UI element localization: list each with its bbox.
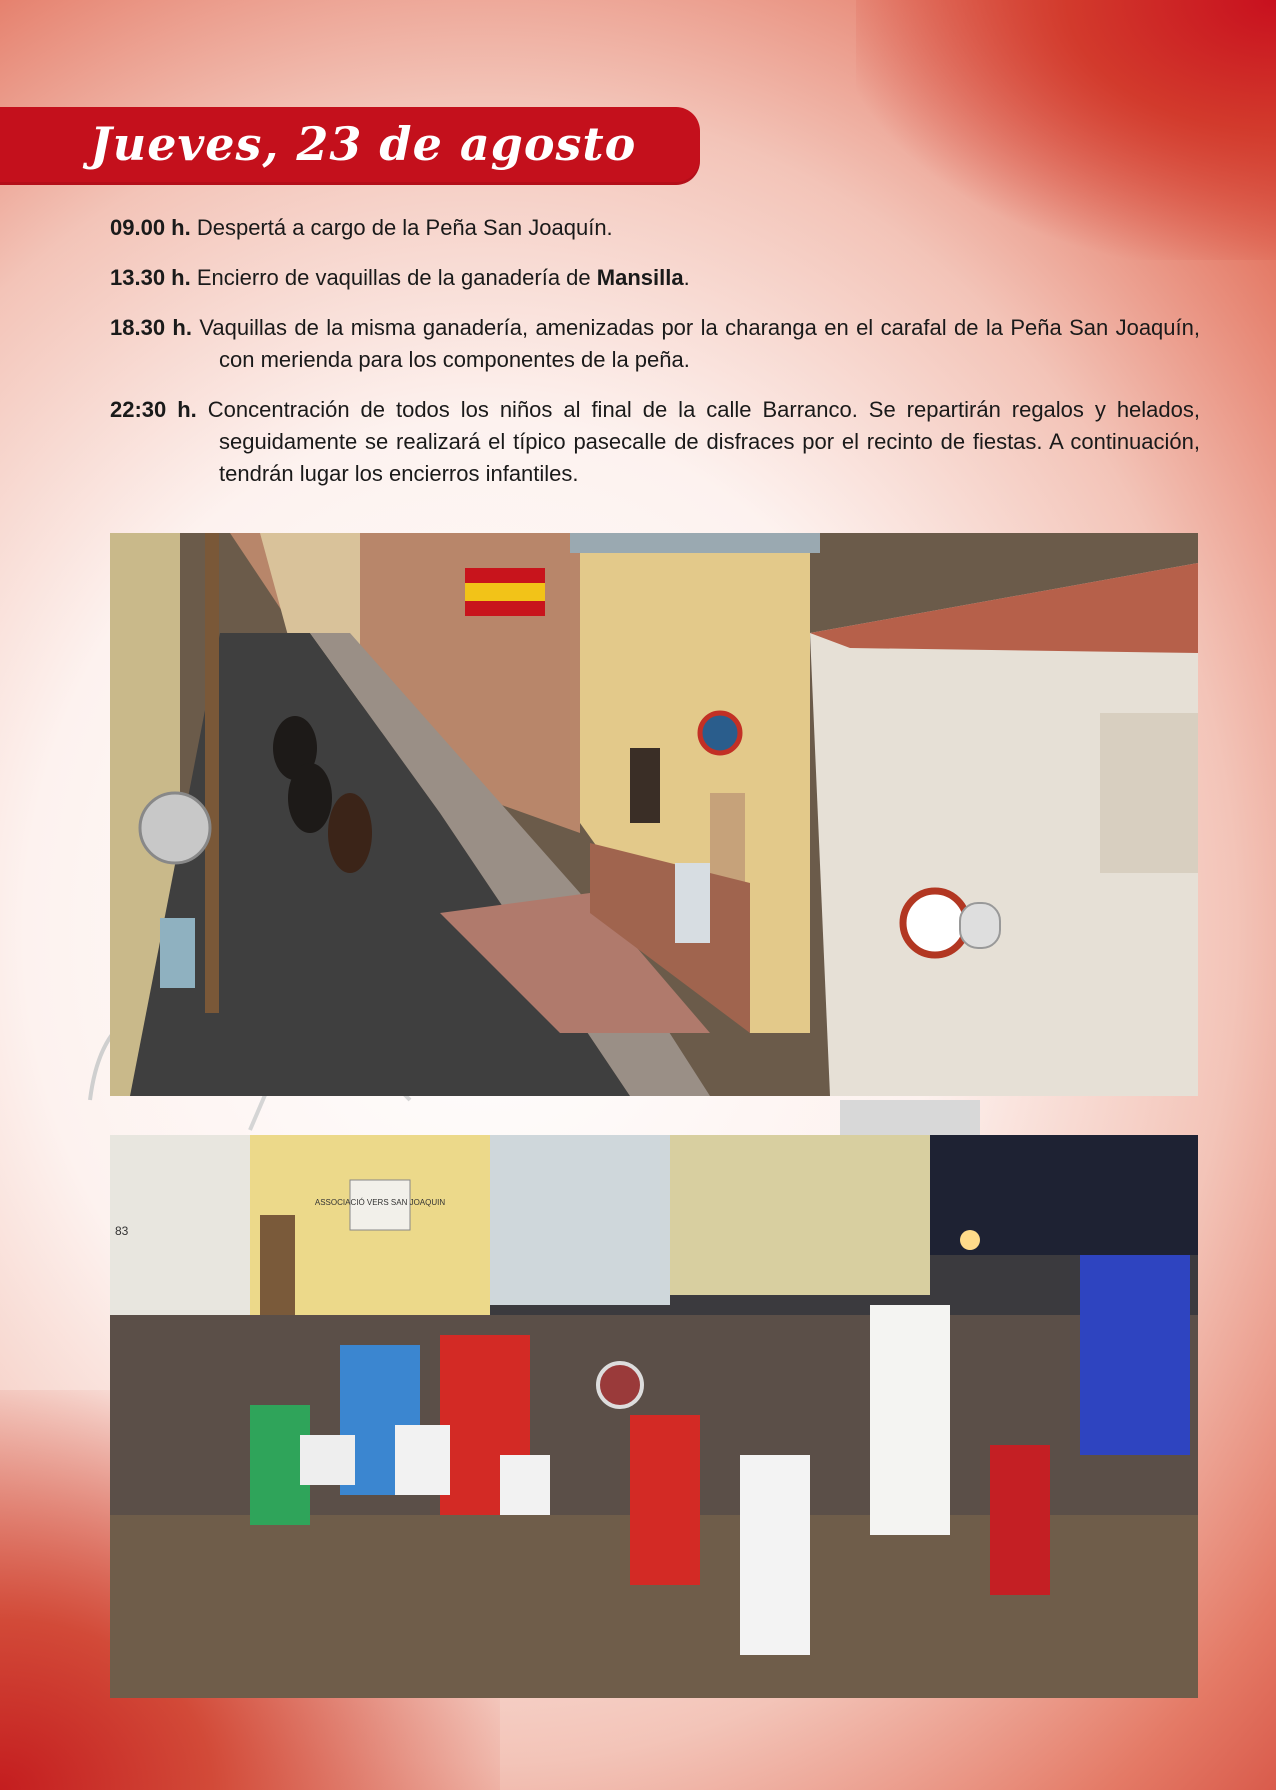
entry-text: Encierro de vaquillas de la ganadería de (190, 265, 597, 290)
entry-time: 09.00 h. (110, 215, 191, 240)
entry-time: 18.30 h. (110, 315, 192, 340)
entry-text: Vaquillas de la misma ganadería, amenizadas por la charanga en el carafal de la Peña San Joaquín, con merienda para los componentes de la peña. (191, 315, 1200, 372)
entry-highlight: Mansilla (596, 265, 684, 290)
schedule-entry (110, 394, 1200, 490)
entry-time: 13.30 h. (110, 265, 191, 290)
schedule-list (110, 212, 1200, 508)
building-sign: ASSOCIACIÓ VERS SAN JOAQUIN (314, 1198, 446, 1207)
photo-bull-run-street (110, 533, 1198, 1096)
title-banner (0, 107, 700, 185)
photo-children-costume-parade (110, 1135, 1198, 1698)
entry-text: Concentración de todos los niños al final de la calle Barranco. Se repartirán regalos y helados, seguidamente se realizará el típico pasecalle de disfraces por el recinto de fiestas. A continuación, tendrán lugar los encierros infantiles. (196, 397, 1200, 486)
entry-time: 22:30 h. (110, 397, 197, 422)
schedule-entry (110, 212, 1200, 244)
schedule-entry (110, 312, 1200, 376)
schedule-entry (110, 262, 1200, 294)
entry-text: Despertá a cargo de la Peña San Joaquín. (190, 215, 613, 240)
entry-text-end: . (683, 265, 690, 290)
page-title: Jueves, 23 de agosto (90, 117, 637, 171)
house-number: 83 (115, 1224, 129, 1238)
